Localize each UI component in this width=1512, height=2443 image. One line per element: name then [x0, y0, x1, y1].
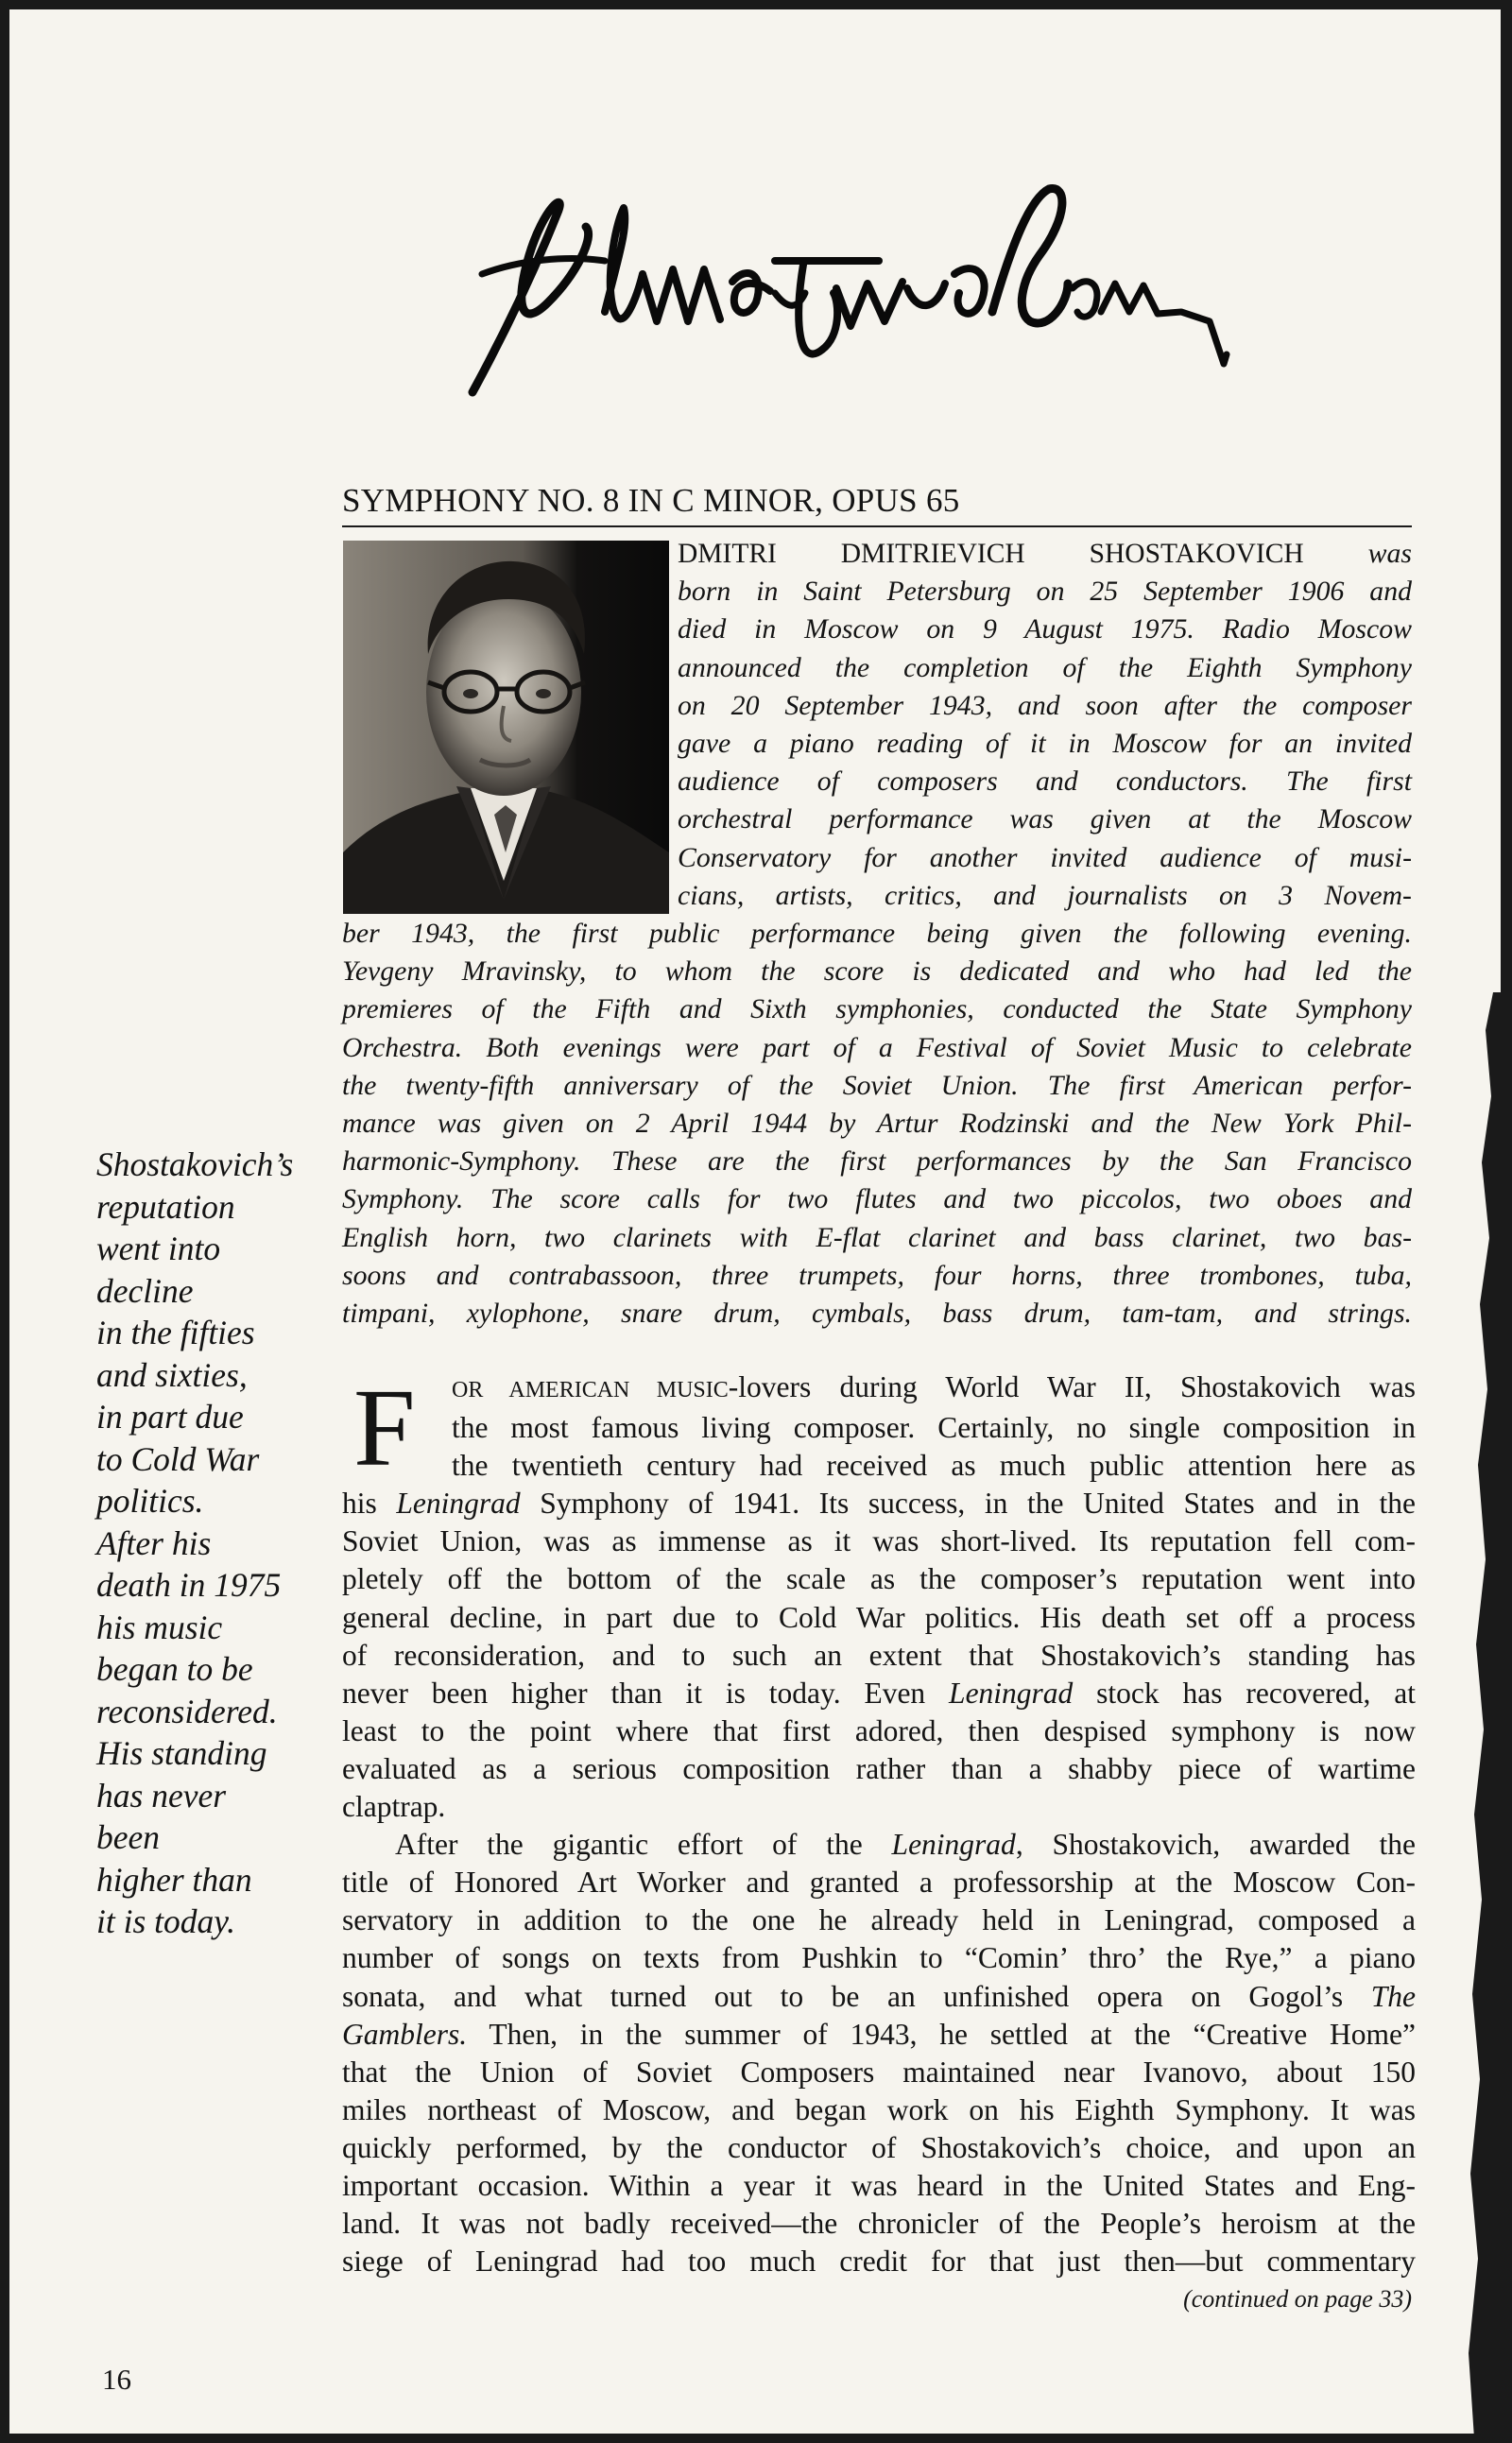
- bio-line: orchestral performance was given at the Moscow: [678, 803, 1412, 835]
- bio-line: mance was given on 2 April 1944 by Artur Rodzinski and the New York Phil-: [342, 1108, 1412, 1140]
- program-page: [9, 9, 1501, 2434]
- continued-note: (continued on page 33): [1183, 2285, 1412, 2313]
- essay-line: important occasion. Within a year it was heard in the United States and Eng-: [342, 2168, 1416, 2202]
- bio-line: premieres of the Fifth and Sixth symphonies, conducted the State Symphony: [342, 993, 1412, 1025]
- essay-line: general decline, in part due to Cold War politics. His death set off a process: [342, 1600, 1416, 1634]
- small-caps-opening: OR AMERICAN MUSIC: [452, 1378, 729, 1402]
- bio-line: soons and contrabassoon, three trumpets, four horns, three trombones, tuba,: [342, 1259, 1412, 1291]
- bio-line: harmonic-Symphony. These are the first performances by the San Francisco: [342, 1145, 1412, 1178]
- bio-line: died in Moscow on 9 August 1975. Radio Moscow: [678, 613, 1412, 645]
- essay-line: least to the point where that first adored, then despised symphony is now: [342, 1713, 1416, 1747]
- title-rule: [342, 525, 1412, 527]
- bio-line: Symphony. The score calls for two flutes and two piccolos, two oboes and: [342, 1183, 1412, 1215]
- bio-line: on 20 September 1943, and soon after the composer: [678, 689, 1412, 721]
- essay-line: pletely off the bottom of the scale as the composer’s reputation went into: [342, 1562, 1416, 1596]
- essay-body: OR AMERICAN MUSIC-lovers during World War II, Shostakovich was the most famous living composer. Certainly, no single composition in the twentieth century had received as much public attention here as his Leningrad Symphony of 1941. Its success, in the United States and in the Soviet Union, was as immense as it was short-lived. Its reputation fell com- pletely off the bottom of the scale as the composer’s reputation went into general decline, in part due to Cold War politics. His death set off a process of reconsideration, and to such an extent that Shostakovich’s standing has never been higher than it is today. Even Leningrad stock has recovered, at least to the point where that first adored, then despised symphony is now evaluated as a serious composition rather than a shabby piece of wartime claptrap. After the gigantic effort of the Leningrad, Shostakovich, awarded the title of Honored Art Worker and granted a professorship at the Moscow Con- servatory in addition to the one he already held in Leningrad, composed a number of songs on texts from Pushkin to “Comin’ thro’ the Rye,” a piano sonata, and what turned out to be an unfinished opera on Gogol’s The Gamblers. Then, in the summer of 1943, he settled at the “Creative Home” that the Union of Soviet Composers maintained near Ivanovo, about 150 miles northeast of Moscow, and began work on his Eighth Symphony. It was quickly performed, by the conductor of Shostakovich’s choice, and upon an important occasion. Within a year it was heard in the United States and Eng- land. It was not badly received—the chronicler of the People’s heroism at the siege of Leningrad had too much credit for that just then—but commentary: [342, 1368, 1416, 2280]
- bio-line: Conservatory for another invited audience of musi-: [678, 841, 1412, 873]
- bio-line: timpani, xylophone, snare drum, cymbals, bass drum, tam-tam, and strings.: [342, 1298, 1412, 1330]
- drop-cap: F: [353, 1366, 416, 1489]
- essay-line: land. It was not badly received—the chronicler of the People’s heroism at the: [342, 2207, 1416, 2241]
- bio-line: English horn, two clarinets with E-flat clarinet and bass clarinet, two bas-: [342, 1221, 1412, 1253]
- essay-line: of reconsideration, and to such an extent that Shostakovich’s standing has: [342, 1638, 1416, 1672]
- bio-line: gave a piano reading of it in Moscow for an invited: [678, 728, 1412, 760]
- shostakovich-signature: [463, 170, 1314, 406]
- page-title: SYMPHONY NO. 8 IN C MINOR, OPUS 65: [342, 482, 960, 519]
- composer-name: DMITRI DMITRIEVICH SHOSTAKOVICH: [678, 539, 1304, 569]
- pull-quote: Shostakovich’s reputation went into decline in the fifties and sixties, in part due to Cold War politics. After his death in 1975 his music began to be reconsidered. His standing has never been higher than it is today.: [96, 1145, 294, 1940]
- bio-line: the twenty-fifth anniversary of the Soviet Union. The first American perfor-: [342, 1069, 1412, 1101]
- essay-line: title of Honored Art Worker and granted a professorship at the Moscow Con-: [342, 1866, 1416, 1900]
- essay-line: quickly performed, by the conductor of Shostakovich’s choice, and upon an: [342, 2130, 1416, 2164]
- bio-line: audience of composers and conductors. The first: [678, 766, 1412, 798]
- essay-line: siege of Leningrad had too much credit for that just then—but commentary: [342, 2245, 1416, 2279]
- page-number: 16: [102, 2363, 131, 2396]
- essay-line: the most famous living composer. Certainly, no single composition in: [452, 1411, 1416, 1445]
- torn-page-edge: [1444, 992, 1501, 2434]
- bio-line: cians, artists, critics, and journalists on 3 Novem-: [678, 879, 1412, 911]
- essay-line: claptrap.: [342, 1790, 446, 1824]
- essay-line: that the Union of Soviet Composers maintained near Ivanovo, about 150: [342, 2055, 1416, 2089]
- essay-line: the twentieth century had received as much public attention here as: [452, 1449, 1416, 1483]
- bio-line: announced the completion of the Eighth Symphony: [678, 651, 1412, 683]
- bio-line: ber 1943, the first public performance being given the following evening.: [342, 918, 1412, 950]
- essay-line: Soviet Union, was as immense as it was short-lived. Its reputation fell com-: [342, 1524, 1416, 1558]
- essay-line: miles northeast of Moscow, and began work on his Eighth Symphony. It was: [342, 2092, 1416, 2126]
- essay-line: servatory in addition to the one he already held in Leningrad, composed a: [342, 1903, 1416, 1937]
- bio-line: born in Saint Petersburg on 25 September 1906 and: [678, 576, 1412, 608]
- composer-biography: DMITRI DMITRIEVICH SHOSTAKOVICH was born in Saint Petersburg on 25 September 1906 and died in Moscow on 9 August 1975. Radio Moscow announced the completion of the Eighth Symphony on 20 September 1943, and soon after the composer gave a piano reading of it in Moscow for an invited audience of composers and conductors. The first orchestral performance was given at the Moscow Conservatory for another invited audience of musi- cians, artists, critics, and journalists on 3 Novem- ber 1943, the first public performance being given the following evening. Yevgeny Mravinsky, to whom the score is dedicated and who had led the premieres of the Fifth and Sixth symphonies, conducted the State Symphony Orchestra. Both evenings were part of a Festival of Soviet Music to celebrate the twenty-fifth anniversary of the Soviet Union. The first American perfor- mance was given on 2 April 1944 by Artur Rodzinski and the New York Phil- harmonic-Symphony. These are the first performances by the San Francisco Symphony. The score calls for two flutes and two piccolos, two oboes and English horn, two clarinets with E-flat clarinet and bass clarinet, two bas- soons and contrabassoon, three trumpets, four horns, three trombones, tuba, timpani, xylophone, snare drum, cymbals, bass drum, tam-tam, and strings.: [342, 535, 1412, 1333]
- essay-line: number of songs on texts from Pushkin to “Comin’ thro’ the Rye,” a piano: [342, 1941, 1416, 1975]
- essay-line: evaluated as a serious composition rather than a shabby piece of wartime: [342, 1751, 1416, 1785]
- bio-line: Orchestra. Both evenings were part of a Festival of Soviet Music to celebrate: [342, 1031, 1412, 1063]
- bio-line: Yevgeny Mravinsky, to whom the score is dedicated and who had led the: [342, 955, 1412, 988]
